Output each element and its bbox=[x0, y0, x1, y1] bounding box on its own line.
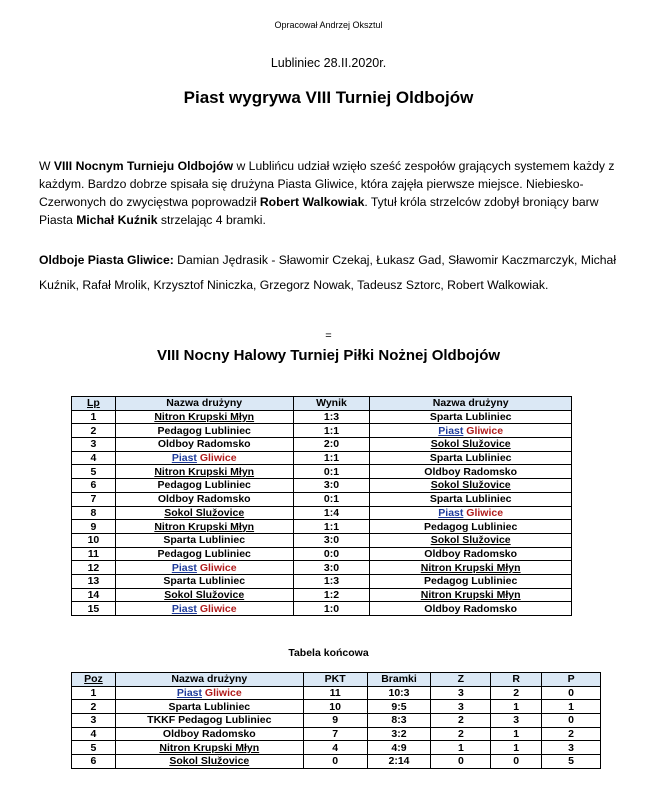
match-score: 3:0 bbox=[293, 561, 370, 575]
team-name: Sokol Služovice bbox=[169, 755, 250, 768]
team-name: Nitron Krupski Młyn bbox=[154, 465, 255, 478]
standing-team bbox=[115, 686, 303, 700]
match-lp: 2 bbox=[72, 424, 116, 438]
standing-z: 3 bbox=[431, 686, 491, 700]
match-row bbox=[72, 506, 572, 520]
col-header-team-home: Nazwa drużyny bbox=[115, 397, 293, 411]
standing-bramki: 10:3 bbox=[367, 686, 431, 700]
col-header-lp: Lp bbox=[72, 397, 116, 411]
team-name: Nitron Krupski Młyn bbox=[420, 588, 521, 601]
standing-team: Sparta Lubliniec bbox=[115, 700, 303, 714]
players-list: Damian Jędrasik - Sławomir Czekaj, Łukasz Gad, Sławomir Kaczmarczyk, Michał Kuźnik, Rafał Mrolik, Krzysztof Niniczka, Grzegorz Nowak, Tadeusz Sztorc, Robert Walkowiak. bbox=[39, 253, 617, 292]
standings-row bbox=[72, 741, 601, 755]
matches-table bbox=[71, 396, 572, 616]
team-name-gliwice: Gliwice bbox=[196, 452, 237, 465]
match-row bbox=[72, 438, 572, 452]
standing-poz: 2 bbox=[72, 700, 116, 714]
team-name: Sokol Služovice bbox=[430, 438, 511, 451]
match-score: 1:1 bbox=[293, 424, 370, 438]
match-home-team bbox=[115, 602, 293, 616]
col-header-p: P bbox=[542, 673, 601, 687]
match-row bbox=[72, 492, 572, 506]
players-label: Oldboje Piasta Gliwice: bbox=[39, 253, 174, 267]
match-lp: 5 bbox=[72, 465, 116, 479]
standing-z: 1 bbox=[431, 741, 491, 755]
match-lp: 10 bbox=[72, 533, 116, 547]
standing-pkt: 4 bbox=[303, 741, 367, 755]
team-name: Nitron Krupski Młyn bbox=[420, 561, 521, 574]
standing-z: 3 bbox=[431, 700, 491, 714]
standing-r: 0 bbox=[491, 755, 542, 769]
separator: = bbox=[325, 330, 332, 342]
article-paragraph: W VIII Nocnym Turnieju Oldbojów w Lublińcu udział wzięło sześć zespołów grających systemem każdy z każdym. Bardzo dobrze spisała się drużyna Piasta Gliwice, która zajęła pierwsze miejsce. Niebiesko-Czerwonych do zwycięstwa poprowadził Robert Walkowiak. Tytuł króla strzelców zdobył broniący barw Piasta Michał Kuźnik strzelając 4 bramki. bbox=[39, 159, 615, 227]
match-lp: 6 bbox=[72, 479, 116, 493]
match-away-team bbox=[370, 479, 572, 493]
match-score: 1:3 bbox=[293, 574, 370, 588]
match-score: 0:1 bbox=[293, 465, 370, 479]
match-score: 1:3 bbox=[293, 410, 370, 424]
match-lp: 3 bbox=[72, 438, 116, 452]
col-header-poz: Poz bbox=[72, 673, 116, 687]
standings-row bbox=[72, 727, 601, 741]
col-header-pkt: PKT bbox=[303, 673, 367, 687]
match-row bbox=[72, 479, 572, 493]
match-away-team: Oldboy Radomsko bbox=[370, 465, 572, 479]
place-date: Lubliniec 28.II.2020r. bbox=[270, 56, 387, 70]
match-score: 0:1 bbox=[293, 492, 370, 506]
match-row bbox=[72, 410, 572, 424]
match-row bbox=[72, 520, 572, 534]
match-lp: 11 bbox=[72, 547, 116, 561]
standings-row bbox=[72, 714, 601, 728]
match-home-team bbox=[115, 561, 293, 575]
standing-p: 1 bbox=[542, 700, 601, 714]
final-header-row bbox=[72, 673, 601, 687]
standing-pkt: 11 bbox=[303, 686, 367, 700]
standing-poz: 4 bbox=[72, 727, 116, 741]
team-name: Nitron Krupski Młyn bbox=[154, 520, 255, 533]
match-lp: 13 bbox=[72, 574, 116, 588]
match-home-team bbox=[115, 410, 293, 424]
match-away-team bbox=[370, 506, 572, 520]
team-name: Sokol Služovice bbox=[164, 506, 245, 519]
match-row bbox=[72, 451, 572, 465]
match-home-team: Sparta Lubliniec bbox=[115, 533, 293, 547]
team-name-gliwice: Gliwice bbox=[463, 506, 504, 519]
standings-row bbox=[72, 686, 601, 700]
match-away-team: Sparta Lubliniec bbox=[370, 410, 572, 424]
team-name-piast: Piast bbox=[438, 424, 464, 437]
standing-z: 0 bbox=[431, 755, 491, 769]
match-row bbox=[72, 533, 572, 547]
team-name-piast: Piast bbox=[171, 602, 197, 615]
matches-header-row bbox=[72, 397, 572, 411]
match-row bbox=[72, 547, 572, 561]
standings-row bbox=[72, 755, 601, 769]
author-credit: Opracował Andrzej Oksztul bbox=[274, 20, 383, 30]
match-lp: 1 bbox=[72, 410, 116, 424]
team-name: Sokol Služovice bbox=[164, 588, 245, 601]
match-home-team: Pedagog Lubliniec bbox=[115, 424, 293, 438]
col-header-bramki: Bramki bbox=[367, 673, 431, 687]
standing-z: 2 bbox=[431, 727, 491, 741]
standing-r: 1 bbox=[491, 700, 542, 714]
team-name: Sokol Služovice bbox=[430, 479, 511, 492]
match-away-team: Sparta Lubliniec bbox=[370, 451, 572, 465]
match-score: 1:1 bbox=[293, 520, 370, 534]
match-away-team: Oldboy Radomsko bbox=[370, 602, 572, 616]
standing-bramki: 2:14 bbox=[367, 755, 431, 769]
match-score: 1:0 bbox=[293, 602, 370, 616]
match-lp: 9 bbox=[72, 520, 116, 534]
team-name: Nitron Krupski Młyn bbox=[154, 411, 255, 424]
match-score: 3:0 bbox=[293, 479, 370, 493]
col-header-score: Wynik bbox=[293, 397, 370, 411]
tournament-title: VIII Nocny Halowy Turniej Piłki Nożnej Oldbojów bbox=[156, 347, 501, 364]
team-name-piast: Piast bbox=[171, 452, 197, 465]
team-name-gliwice: Gliwice bbox=[202, 687, 242, 700]
players-paragraph bbox=[39, 248, 629, 298]
match-home-team: Oldboy Radomsko bbox=[115, 492, 293, 506]
match-home-team: Sparta Lubliniec bbox=[115, 574, 293, 588]
match-score: 0:0 bbox=[293, 547, 370, 561]
standing-poz: 3 bbox=[72, 714, 116, 728]
standing-p: 0 bbox=[542, 686, 601, 700]
team-name-gliwice: Gliwice bbox=[196, 561, 237, 574]
match-away-team: Sparta Lubliniec bbox=[370, 492, 572, 506]
standing-pkt: 0 bbox=[303, 755, 367, 769]
standing-pkt: 7 bbox=[303, 727, 367, 741]
match-away-team bbox=[370, 533, 572, 547]
match-home-team: Pedagog Lubliniec bbox=[115, 547, 293, 561]
standings-row bbox=[72, 700, 601, 714]
match-score: 3:0 bbox=[293, 533, 370, 547]
match-row bbox=[72, 602, 572, 616]
col-header-team: Nazwa drużyny bbox=[115, 673, 303, 687]
match-away-team: Oldboy Radomsko bbox=[370, 547, 572, 561]
match-away-team: Pedagog Lubliniec bbox=[370, 574, 572, 588]
team-name-piast: Piast bbox=[438, 506, 464, 519]
match-home-team: Pedagog Lubliniec bbox=[115, 479, 293, 493]
final-standings-table bbox=[71, 672, 601, 769]
standing-poz: 1 bbox=[72, 686, 116, 700]
match-away-team bbox=[370, 424, 572, 438]
match-home-team bbox=[115, 465, 293, 479]
col-header-r: R bbox=[491, 673, 542, 687]
match-away-team bbox=[370, 561, 572, 575]
standing-r: 1 bbox=[491, 727, 542, 741]
match-away-team bbox=[370, 438, 572, 452]
standing-p: 2 bbox=[542, 727, 601, 741]
team-name-gliwice: Gliwice bbox=[463, 424, 504, 437]
standing-bramki: 3:2 bbox=[367, 727, 431, 741]
match-score: 1:4 bbox=[293, 506, 370, 520]
standing-team: TKKF Pedagog Lubliniec bbox=[115, 714, 303, 728]
standing-r: 2 bbox=[491, 686, 542, 700]
standing-z: 2 bbox=[431, 714, 491, 728]
team-name: Sokol Služovice bbox=[430, 534, 511, 547]
final-table-title: Tabela końcowa bbox=[288, 647, 369, 659]
match-lp: 7 bbox=[72, 492, 116, 506]
match-score: 1:2 bbox=[293, 588, 370, 602]
standing-poz: 5 bbox=[72, 741, 116, 755]
match-home-team bbox=[115, 520, 293, 534]
match-lp: 8 bbox=[72, 506, 116, 520]
match-row bbox=[72, 465, 572, 479]
match-lp: 4 bbox=[72, 451, 116, 465]
standing-p: 0 bbox=[542, 714, 601, 728]
team-name-gliwice: Gliwice bbox=[196, 602, 237, 615]
match-row bbox=[72, 424, 572, 438]
match-lp: 12 bbox=[72, 561, 116, 575]
match-home-team bbox=[115, 506, 293, 520]
standing-pkt: 9 bbox=[303, 714, 367, 728]
match-home-team: Oldboy Radomsko bbox=[115, 438, 293, 452]
team-name-piast: Piast bbox=[176, 687, 203, 700]
match-row bbox=[72, 561, 572, 575]
match-row bbox=[72, 574, 572, 588]
article-title: Piast wygrywa VIII Turniej Oldbojów bbox=[183, 88, 474, 107]
standing-bramki: 9:5 bbox=[367, 700, 431, 714]
standing-r: 1 bbox=[491, 741, 542, 755]
standing-p: 3 bbox=[542, 741, 601, 755]
standing-poz: 6 bbox=[72, 755, 116, 769]
standing-team bbox=[115, 755, 303, 769]
col-header-z: Z bbox=[431, 673, 491, 687]
match-score: 1:1 bbox=[293, 451, 370, 465]
col-header-team-away: Nazwa drużyny bbox=[370, 397, 572, 411]
match-home-team bbox=[115, 588, 293, 602]
standing-team bbox=[115, 741, 303, 755]
standing-r: 3 bbox=[491, 714, 542, 728]
match-away-team bbox=[370, 588, 572, 602]
standing-bramki: 8:3 bbox=[367, 714, 431, 728]
team-name-piast: Piast bbox=[171, 561, 197, 574]
standing-team: Oldboy Radomsko bbox=[115, 727, 303, 741]
match-row bbox=[72, 588, 572, 602]
standing-bramki: 4:9 bbox=[367, 741, 431, 755]
standing-pkt: 10 bbox=[303, 700, 367, 714]
match-home-team bbox=[115, 451, 293, 465]
match-lp: 14 bbox=[72, 588, 116, 602]
match-away-team: Pedagog Lubliniec bbox=[370, 520, 572, 534]
standing-p: 5 bbox=[542, 755, 601, 769]
team-name: Nitron Krupski Młyn bbox=[159, 741, 260, 754]
match-score: 2:0 bbox=[293, 438, 370, 452]
match-lp: 15 bbox=[72, 602, 116, 616]
